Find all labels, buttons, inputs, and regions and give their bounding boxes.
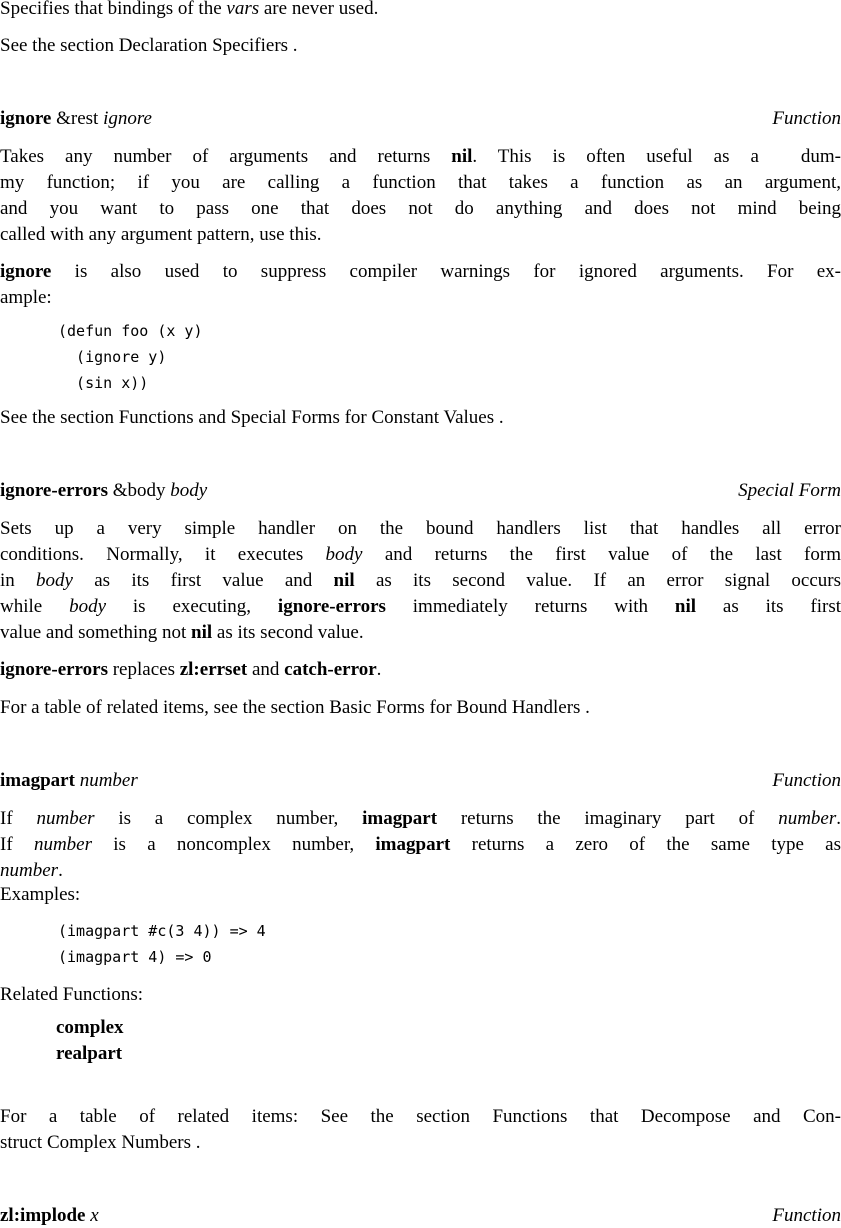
text: is also used to suppress compiler warnings for ignored arguments. For ex-: [51, 261, 841, 282]
function-ref: catch-error: [284, 659, 377, 680]
ignore-p1-line-1: Takes any number of arguments and returns nil. This is often useful as a dum-: [0, 146, 841, 167]
text: replaces: [107, 659, 180, 680]
arg-ref: number: [0, 860, 59, 881]
code-line: (defun foo (x y): [58, 322, 203, 340]
var-text: vars: [226, 0, 260, 19]
entry-name: ignore-errors: [0, 480, 108, 501]
text: is a complex number,: [94, 808, 363, 829]
ignore-errors-p1-line-2: [0, 543, 841, 567]
text: while: [0, 596, 70, 617]
ignore-p1-line-3: and you want to pass one that does not do anything and does not mind being: [0, 198, 841, 219]
lambda-keyword: &body: [107, 480, 171, 501]
text: is a noncomplex number,: [92, 834, 376, 855]
ignore-errors-p2: [0, 658, 381, 682]
text: value and something not: [0, 622, 192, 643]
entry-category: Function: [772, 108, 841, 129]
text: are never used.: [259, 0, 379, 19]
nil-keyword: nil: [674, 596, 697, 617]
entry-category: Special Form: [738, 480, 841, 501]
text: as its second value.: [212, 622, 364, 643]
lambda-arg: number: [79, 770, 138, 791]
related-function-link[interactable]: realpart: [56, 1043, 123, 1064]
intro-see-also: See the section Declaration Specifiers .: [0, 35, 298, 56]
imagpart-line-1: [0, 807, 841, 831]
text: Specifies that bindings of the: [0, 0, 227, 19]
arg-ref: number: [778, 808, 837, 829]
text: in: [0, 570, 37, 591]
text: and: [247, 659, 285, 680]
text: immediately returns with: [385, 596, 675, 617]
arg-ref: number: [36, 808, 95, 829]
lambda-keyword: &rest: [51, 108, 104, 129]
text: conditions. Normally, it executes: [0, 544, 326, 565]
ignore-p1-line-2: my function; if you are calling a function that takes a function as an argument,: [0, 172, 841, 193]
lambda-arg: ignore: [103, 108, 152, 129]
lambda-arg: x: [90, 1205, 99, 1226]
text: as its first: [696, 596, 841, 617]
text: returns a zero of the same type as: [450, 834, 841, 855]
imagpart-line-2: [0, 833, 841, 857]
related-functions-label: Related Functions:: [0, 984, 144, 1005]
entry-name-ref: imagpart: [375, 834, 451, 855]
entry-name: imagpart: [0, 770, 75, 791]
ignore-errors-p1-line-1: Sets up a very simple handler on the bound handlers list that handles all error: [0, 518, 841, 539]
examples-label: Examples:: [0, 884, 81, 905]
arg-ref: body: [325, 544, 363, 565]
text: If: [0, 808, 37, 829]
code-line: (ignore y): [58, 348, 167, 366]
imagpart-line-3: [0, 859, 63, 883]
nil-keyword: nil: [451, 146, 473, 167]
code-line: (imagpart #c(3 4)) => 4: [58, 922, 266, 940]
arg-ref: body: [69, 596, 107, 617]
text: .: [376, 659, 382, 680]
text: .: [58, 860, 63, 881]
entry-name-ref: ignore: [0, 261, 52, 282]
nil-keyword: nil: [333, 570, 355, 591]
entry-name: zl:implode: [0, 1205, 86, 1226]
arg-ref: body: [36, 570, 73, 591]
code-line: (sin x)): [58, 374, 149, 392]
text: as its first value and: [72, 570, 334, 591]
text: .: [836, 808, 841, 829]
entry-heading-imagpart: [0, 769, 841, 793]
ignore-errors-see-also: For a table of related items, see the section Basic Forms for Bound Handlers .: [0, 697, 590, 718]
arg-ref: number: [33, 834, 92, 855]
imagpart-see-also-line-2: struct Complex Numbers .: [0, 1132, 201, 1153]
entry-name-ref: imagpart: [362, 808, 438, 829]
related-function-link[interactable]: complex: [56, 1017, 124, 1038]
text: returns the imaginary part of: [437, 808, 779, 829]
ignore-p2-line-2: ample:: [0, 287, 52, 308]
entry-name-ref: ignore-errors: [0, 659, 108, 680]
ignore-errors-p1-line-5: [0, 621, 364, 645]
entry-category: Function: [772, 770, 841, 791]
code-line: (imagpart 4) => 0: [58, 948, 212, 966]
nil-keyword: nil: [191, 622, 213, 643]
function-ref: zl:errset: [179, 659, 248, 680]
ignore-p1-line-4: called with any argument pattern, use this.: [0, 224, 322, 245]
text: and returns the first value of the last form: [362, 544, 841, 565]
imagpart-see-also-line-1: For a table of related items: See the section Functions that Decompose and Con-: [0, 1106, 841, 1127]
text: If: [0, 834, 34, 855]
entry-heading-ignore-errors: [0, 479, 841, 503]
entry-heading-ignore: [0, 107, 841, 131]
ignore-errors-p1-line-3: [0, 569, 841, 593]
entry-name-ref: ignore-errors: [277, 596, 386, 617]
intro-line-1: [0, 0, 378, 21]
text: is executing,: [106, 596, 278, 617]
lambda-arg: body: [170, 480, 208, 501]
entry-heading-implode: [0, 1204, 841, 1228]
text: as its second value. If an error signal occurs: [354, 570, 841, 591]
entry-category: Function: [772, 1205, 841, 1226]
ignore-p2-line-1: [0, 260, 841, 284]
ignore-see-also: See the section Functions and Special Forms for Constant Values .: [0, 407, 504, 428]
entry-name: ignore: [0, 108, 52, 129]
ignore-errors-p1-line-4: [0, 595, 841, 619]
